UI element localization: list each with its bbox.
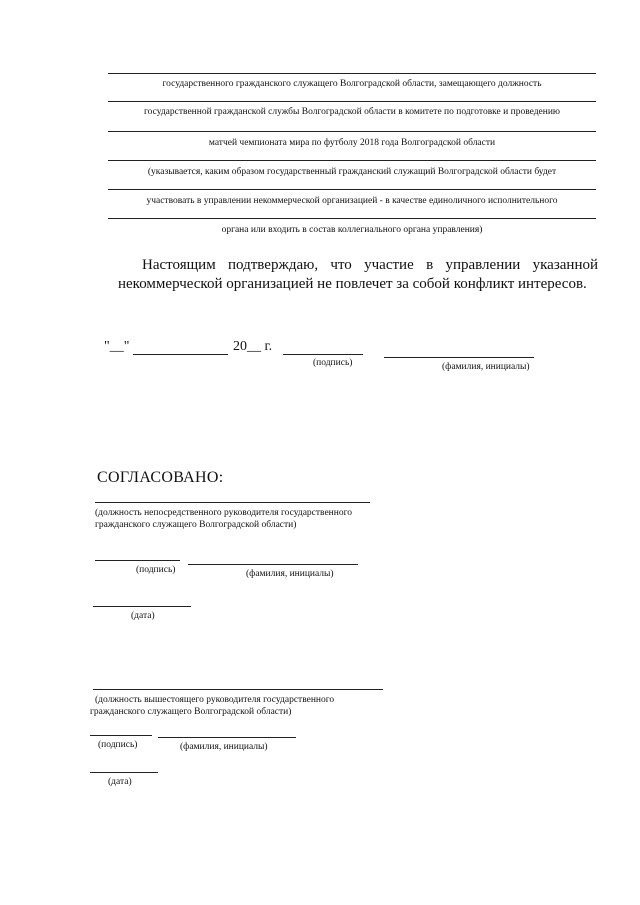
underline [108,160,596,161]
header-line: (указывается, каким образом государственный гражданский служащий Волгоградской области будет [147,167,557,177]
confirmation-line-1: Настоящим подтверждаю, что участие в управлении указанной [142,257,598,273]
approval-title: СОГЛАСОВАНО: [97,469,224,486]
date-caption: (дата) [131,611,155,621]
underline [108,101,596,102]
signature-blank [283,354,363,355]
signature-caption: (подпись) [313,358,353,368]
signature-caption: (подпись) [98,740,138,750]
header-line: государственной гражданской службы Волгоградской области в комитете по подготовке и проведению [143,107,561,117]
signature-blank [95,560,180,561]
senior-head-caption-2: гражданского служащего Волгоградской области) [90,707,292,717]
name-caption: (фамилия, инициалы) [246,569,334,579]
name-blank [158,737,296,738]
name-caption: (фамилия, инициалы) [180,742,268,752]
date-day: "__" [104,339,130,354]
underline [95,502,370,503]
signature-blank [90,735,152,736]
header-line: государственного гражданского служащего Волгоградской области, замещающего должность [162,79,542,89]
immediate-head-caption-2: гражданского служащего Волгоградской области) [95,520,297,530]
name-blank [188,564,358,565]
date-caption: (дата) [108,777,132,787]
date-month-blank [133,354,228,355]
senior-head-caption-1: (должность вышестоящего руководителя государственного [95,695,335,705]
underline [108,73,596,74]
underline [108,218,596,219]
header-line: участвовать в управлении некоммерческой организацией - в качестве единоличного исполнительного [146,196,558,206]
immediate-head-caption-1: (должность непосредственного руководителя государственного [95,508,353,518]
name-caption: (фамилия, инициалы) [442,362,530,372]
underline [93,689,383,690]
confirmation-line-2: некоммерческой организацией не повлечет за собой конфликт интересов. [118,276,587,292]
date-blank [90,772,158,773]
signature-caption: (подпись) [136,565,176,575]
underline [108,189,596,190]
date-blank [93,606,191,607]
header-line: матчей чемпионата мира по футболу 2018 года Волгоградской области [208,138,496,148]
name-blank [384,357,534,358]
date-year: 20__ г. [233,339,273,354]
underline [108,131,596,132]
header-line: органа или входить в состав коллегиального органа управления) [221,225,483,235]
